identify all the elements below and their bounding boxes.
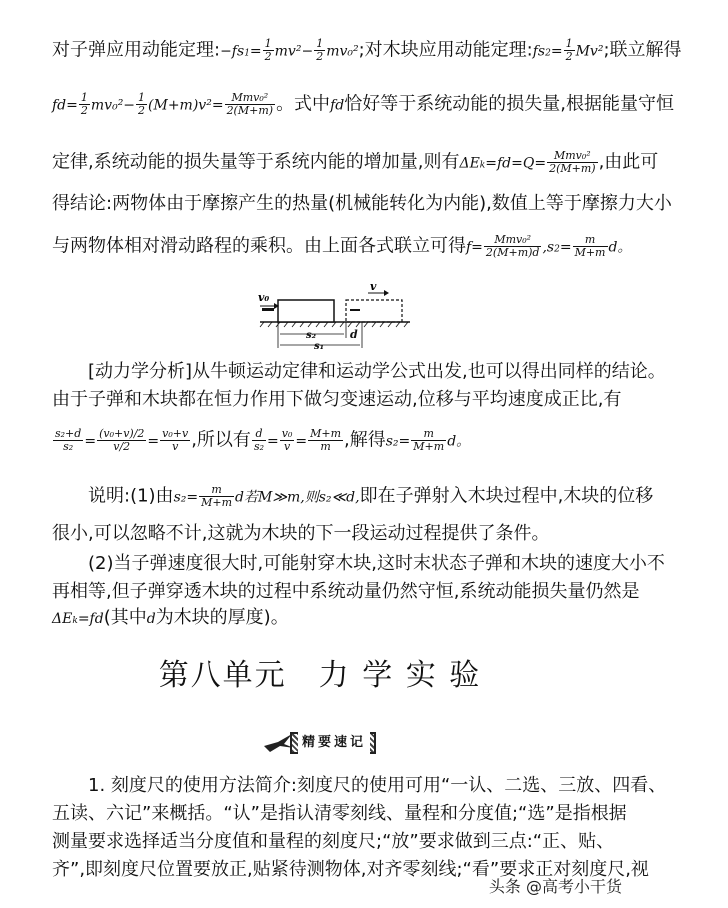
text-span: (其中 — [103, 607, 147, 628]
fraction: $\frac{\text{v₀}}{v}$ — [281, 427, 293, 453]
formula: d若 — [235, 489, 258, 506]
text-line: 得结论:两物体由于摩擦产生的热量(机械能转化为内能),数值上等于摩擦力大小 — [52, 193, 672, 214]
text-span: 即在子弹射入木块过程中,木块的位移 — [359, 485, 654, 507]
formula: fd — [330, 97, 345, 114]
fraction: $\frac{1}{2}$ — [316, 37, 324, 63]
text-span: ,所以有 — [191, 429, 251, 451]
fraction: $\frac{1}{2}$ — [565, 37, 573, 63]
text-span: ,由此可 — [598, 151, 659, 173]
text-line: ΔEk=fd(其中d为木块的厚度)。 — [52, 607, 289, 628]
watermark: 头条 @高考小干货 — [488, 877, 622, 896]
fraction: $\frac{1}{2}$ — [264, 37, 272, 63]
unit-title: 第八单元 力 学 实 验 — [158, 658, 482, 693]
label-s2: s₂ — [306, 330, 317, 341]
label-s1: s₁ — [314, 341, 325, 352]
text-line: 说明:(1)由s₂= $\frac{m}{M+m}$ d若M≫m,则s₂≪d,即在子弹射入木块过程中,木块的位移 — [88, 483, 654, 509]
text-line: 1. 刻度尺的使用方法简介:刻度尺的使用可用“一认、二选、三放、四看、 — [88, 775, 667, 796]
text-line: 很小,可以忽略不计,这就为木块的下一段运动过程提供了条件。 — [52, 523, 550, 544]
formula: d。 — [608, 239, 632, 256]
formula: d。 — [447, 433, 471, 450]
text-line: 五读、六记”来概括。“认”是指认清零刻线、量程和分度值;“选”是指根据 — [52, 803, 627, 824]
label-d: d — [350, 328, 358, 341]
text-span: 与两物体相对滑动路程的乘积。由上面各式联立可得 — [52, 235, 466, 257]
formula: f= — [466, 239, 483, 256]
formula: =fd=Q= — [485, 155, 547, 172]
text-line: fd= $\frac{1}{2}$ mv₀²− $\frac{1}{2}$ (M+m)v²= $\frac{\text{Mmv₀²}}{2(M+m)}$ 。式中fd恰好等于系统动能的损失量,根据能量守恒 — [52, 91, 674, 117]
text-span: ;对木块应用动能定理: — [358, 39, 533, 61]
formula: d — [146, 611, 156, 627]
formula: s — [546, 239, 555, 256]
fraction: $\frac{\text{s₂+d}}{\text{s₂}}$ — [55, 427, 82, 453]
text-line: $\frac{\text{s₂+d}}{\text{s₂}}$ = $\frac{\text{(v₀+v)/2}}{v/2}$ = $\frac{\text{v₀+v}}{v}$ ,所以有 $\frac{d}{\text{s₂}}$ = $\frac{\text{v₀}}{v}$ = $\frac{M+m}{m}$ ,解得s₂= $\frac{m}{M+m}$ d。 — [55, 427, 471, 453]
text-line: 与两物体相对滑动路程的乘积。由上面各式联立可得f= $\frac{\text{Mmv₀²}}{2(M+m)d}$ ,s2= $\frac{m}{M+m}$ d。 — [52, 233, 632, 259]
bullet-block-diagram — [250, 282, 420, 350]
text-line: (2)当子弹速度很大时,可能射穿木块,这时末状态子弹和木块的速度大小不 — [88, 553, 665, 574]
formula: M≫m,则 — [257, 489, 319, 506]
block-initial — [278, 300, 334, 322]
text-span: ;联立解得 — [603, 39, 682, 61]
formula: ΔE — [459, 155, 480, 172]
fraction: $\frac{M+m}{m}$ — [310, 427, 342, 453]
text-span: 恰好等于系统动能的损失量,根据能量守恒 — [344, 93, 674, 115]
fraction: $\frac{\text{v₀+v}}{v}$ — [162, 427, 189, 453]
text-line: 对子弹应用动能定理:−fs1= $\frac{1}{2}$ mv²− $\frac{1}{2}$ mv₀²;对木块应用动能定理:fs2= $\frac{1}{2}$ Mv²;联立解得 — [52, 37, 682, 63]
text-span: 对子弹应用动能定理: — [52, 39, 221, 61]
text-span: 说明:(1)由 — [88, 485, 174, 507]
text-span: 。式中 — [276, 93, 331, 115]
text-span: 为木块的厚度)。 — [155, 607, 289, 628]
fraction: $\frac{m}{M+m}$ — [413, 427, 445, 453]
fraction: $\frac{m}{M+m}$ — [201, 483, 233, 509]
label-v0: v₀ — [258, 291, 270, 304]
fraction: $\frac{\text{Mmv₀²}}{2(M+m)d}$ — [485, 233, 540, 259]
formula: s₂≪d, — [318, 489, 360, 506]
text-line: 测量要求选择适当分度值和量程的刻度尺;“放”要求做到三点:“正、贴、 — [52, 831, 615, 852]
formula: =fd — [77, 611, 104, 627]
fraction: $\frac{1}{2}$ — [80, 91, 88, 117]
text-span: ,解得 — [344, 429, 386, 451]
text-line: 再相等,但子弹穿透木块的过程中系统动量仍然守恒,系统动能损失量仍然是 — [52, 581, 640, 602]
fraction: $\frac{\text{Mmv₀²}}{2(M+m)}$ — [549, 149, 596, 175]
banner-label: 精要速记 — [298, 732, 370, 754]
formula: fs — [532, 43, 546, 60]
text-line: 定律,系统动能的损失量等于系统内能的增加量,则有ΔEk=fd=Q= $\frac{\text{Mmv₀²}}{2(M+m)}$ ,由此可 — [52, 149, 659, 175]
formula: fd — [52, 97, 67, 114]
fraction: $\frac{d}{\text{s₂}}$ — [253, 427, 264, 453]
fraction: $\frac{\text{(v₀+v)/2}}{v/2}$ — [99, 427, 145, 453]
formula: ΔE — [52, 611, 73, 627]
fraction: $\frac{m}{M+m}$ — [574, 233, 606, 259]
bullet — [262, 308, 274, 311]
text-line: 由于子弹和木块都在恒力作用下做匀变速运动,位移与平均速度成正比,有 — [52, 389, 622, 410]
fraction: $\frac{1}{2}$ — [138, 91, 146, 117]
text-line: 齐”,即刻度尺位置要放正,贴紧待测物体,对齐零刻线;“看”要求正对刻度尺,视 — [52, 859, 649, 880]
section-banner — [262, 728, 380, 756]
fraction: $\frac{\text{Mmv₀²}}{2(M+m)}$ — [226, 91, 274, 117]
text-line: [动力学分析]从牛顿运动定律和运动学公式出发,也可以得出同样的结论。 — [88, 361, 666, 382]
label-v: v — [370, 280, 377, 293]
formula: −fs — [220, 43, 245, 60]
text-span: 定律,系统动能的损失量等于系统内能的增加量,则有 — [52, 151, 460, 173]
